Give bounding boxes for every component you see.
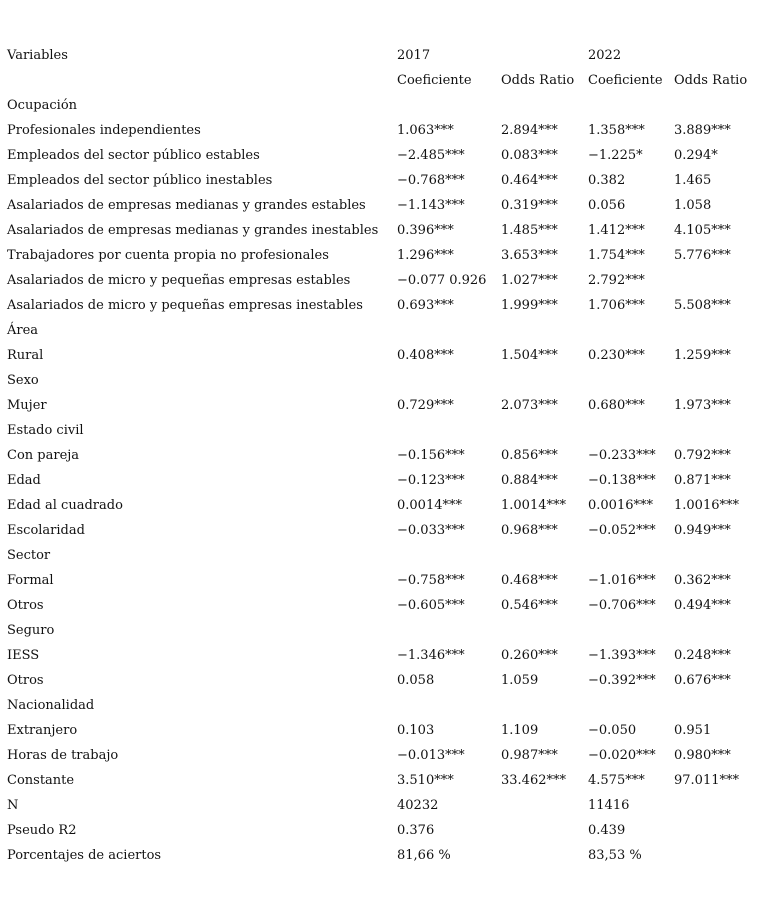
table-cell: 0.439 bbox=[588, 823, 626, 838]
table-row bbox=[0, 643, 769, 668]
table-row bbox=[0, 268, 769, 293]
row-label: Otros bbox=[7, 598, 44, 613]
row-label: IESS bbox=[7, 648, 40, 663]
table-cell: Coeficiente bbox=[588, 73, 663, 88]
table-cell: −0.605*** bbox=[397, 598, 465, 613]
row-label: Rural bbox=[7, 348, 44, 363]
table-row bbox=[0, 743, 769, 768]
table-cell: 3.653*** bbox=[501, 248, 558, 263]
table-cell: 2022 bbox=[588, 48, 622, 63]
table-cell bbox=[501, 418, 588, 443]
row-label bbox=[0, 68, 397, 93]
table-cell: −1.393*** bbox=[588, 648, 656, 663]
table-cell: 0.248*** bbox=[674, 648, 731, 663]
table-cell: 0.680*** bbox=[588, 398, 645, 413]
table-cell: 4.575*** bbox=[588, 773, 645, 788]
row-label: Constante bbox=[7, 773, 75, 788]
table-row bbox=[0, 318, 769, 343]
row-label: Con pareja bbox=[7, 448, 80, 463]
table-cell: 1.706*** bbox=[588, 298, 645, 313]
row-label: Porcentajes de aciertos bbox=[7, 848, 162, 863]
table-cell: 0.464*** bbox=[501, 173, 558, 188]
table-cell: −0.123*** bbox=[397, 473, 465, 488]
table-cell: 2017 bbox=[397, 48, 431, 63]
regression-table bbox=[0, 43, 769, 868]
table-cell bbox=[588, 368, 674, 393]
table-cell bbox=[501, 543, 588, 568]
table-cell: 0.856*** bbox=[501, 448, 558, 463]
row-label: Sector bbox=[7, 548, 51, 563]
table-cell: 0.103 bbox=[397, 723, 435, 738]
table-cell: 2.792*** bbox=[588, 273, 645, 288]
table-body bbox=[0, 43, 769, 868]
table-cell: Coeficiente bbox=[397, 73, 472, 88]
table-cell: −0.392*** bbox=[588, 673, 656, 688]
table-cell: 0.693*** bbox=[397, 298, 454, 313]
header-year-row bbox=[0, 43, 769, 68]
row-label: Asalariados de micro y pequeñas empresas inestables bbox=[7, 298, 363, 313]
table-cell bbox=[588, 543, 674, 568]
table-cell bbox=[501, 693, 588, 718]
table-row bbox=[0, 468, 769, 493]
table-cell: 40232 bbox=[397, 798, 439, 813]
table-cell bbox=[674, 693, 769, 718]
table-row bbox=[0, 193, 769, 218]
table-cell: −0.013*** bbox=[397, 748, 465, 763]
table-cell: 1.109 bbox=[501, 723, 539, 738]
table-row bbox=[0, 218, 769, 243]
row-label: Escolaridad bbox=[7, 523, 85, 538]
row-label: Pseudo R2 bbox=[7, 823, 77, 838]
table-cell: 0.951 bbox=[674, 723, 712, 738]
table-cell bbox=[588, 418, 674, 443]
table-row bbox=[0, 293, 769, 318]
table-cell: 0.396*** bbox=[397, 223, 454, 238]
table-cell: −0.050 bbox=[588, 723, 637, 738]
table-cell: 0.949*** bbox=[674, 523, 731, 538]
table-cell: −0.768*** bbox=[397, 173, 465, 188]
header-sub-row bbox=[0, 68, 769, 93]
table-row bbox=[0, 243, 769, 268]
table-row bbox=[0, 93, 769, 118]
table-cell: 1.412*** bbox=[588, 223, 645, 238]
table-row bbox=[0, 693, 769, 718]
table-cell bbox=[501, 818, 588, 843]
table-row bbox=[0, 843, 769, 868]
table-cell: 0.676*** bbox=[674, 673, 731, 688]
table-cell bbox=[501, 318, 588, 343]
table-row bbox=[0, 393, 769, 418]
table-row bbox=[0, 368, 769, 393]
table-cell: 0.319*** bbox=[501, 198, 558, 213]
table-cell: 0.546*** bbox=[501, 598, 558, 613]
row-label: Área bbox=[7, 323, 39, 338]
row-label: Extranjero bbox=[7, 723, 78, 738]
table-cell: −1.346*** bbox=[397, 648, 465, 663]
table-cell bbox=[397, 418, 501, 443]
table-cell: −0.233*** bbox=[588, 448, 656, 463]
table-cell: 0.056 bbox=[588, 198, 626, 213]
table-cell: 0.260*** bbox=[501, 648, 558, 663]
table-row bbox=[0, 618, 769, 643]
table-cell bbox=[674, 43, 769, 68]
row-label: Sexo bbox=[7, 373, 39, 388]
table-row bbox=[0, 818, 769, 843]
table-cell: −0.020*** bbox=[588, 748, 656, 763]
table-row bbox=[0, 518, 769, 543]
table-row bbox=[0, 768, 769, 793]
table-cell: −0.156*** bbox=[397, 448, 465, 463]
table-cell bbox=[501, 793, 588, 818]
table-cell: −0.138*** bbox=[588, 473, 656, 488]
table-cell: 0.871*** bbox=[674, 473, 731, 488]
table-cell bbox=[674, 843, 769, 868]
row-label: Otros bbox=[7, 673, 44, 688]
row-label: Empleados del sector público estables bbox=[7, 148, 260, 163]
table-cell: 1.973*** bbox=[674, 398, 731, 413]
table-cell: 1.485*** bbox=[501, 223, 558, 238]
table-cell bbox=[501, 618, 588, 643]
table-cell bbox=[674, 368, 769, 393]
table-cell: 0.362*** bbox=[674, 573, 731, 588]
table-cell: 1.465 bbox=[674, 173, 712, 188]
table-row bbox=[0, 793, 769, 818]
row-label: Seguro bbox=[7, 623, 55, 638]
table-cell: 0.884*** bbox=[501, 473, 558, 488]
table-cell bbox=[674, 318, 769, 343]
table-cell: 81,66 % bbox=[397, 848, 451, 863]
table-cell: 1.063*** bbox=[397, 123, 454, 138]
table-cell: 3.510*** bbox=[397, 773, 454, 788]
table-cell bbox=[397, 693, 501, 718]
table-cell: −1.016*** bbox=[588, 573, 656, 588]
table-cell: −0.052*** bbox=[588, 523, 656, 538]
table-cell: 1.358*** bbox=[588, 123, 645, 138]
table-cell: −1.143*** bbox=[397, 198, 465, 213]
row-label: Asalariados de empresas medianas y grandes inestables bbox=[7, 223, 379, 238]
table-cell: 1.296*** bbox=[397, 248, 454, 263]
table-row bbox=[0, 568, 769, 593]
table-cell bbox=[674, 818, 769, 843]
table-cell: 0.987*** bbox=[501, 748, 558, 763]
table-cell: 0.230*** bbox=[588, 348, 645, 363]
table-cell: 1.027*** bbox=[501, 273, 558, 288]
table-cell: 0.494*** bbox=[674, 598, 731, 613]
table-cell: 97.011*** bbox=[674, 773, 739, 788]
table-cell: Odds Ratio bbox=[501, 73, 575, 88]
table-cell: −0.758*** bbox=[397, 573, 465, 588]
row-label: Asalariados de empresas medianas y grandes estables bbox=[7, 198, 366, 213]
table-cell bbox=[397, 543, 501, 568]
table-cell bbox=[588, 618, 674, 643]
table-cell bbox=[588, 693, 674, 718]
table-cell bbox=[397, 368, 501, 393]
table-cell: 5.508*** bbox=[674, 298, 731, 313]
table-cell bbox=[588, 93, 674, 118]
table-cell: 0.0014*** bbox=[397, 498, 462, 513]
table-cell bbox=[588, 318, 674, 343]
table-cell bbox=[397, 318, 501, 343]
row-label: Edad al cuadrado bbox=[7, 498, 123, 513]
row-label: Empleados del sector público inestables bbox=[7, 173, 273, 188]
table-row bbox=[0, 493, 769, 518]
table-cell: 1.059 bbox=[501, 673, 539, 688]
row-label: Horas de trabajo bbox=[7, 748, 119, 763]
table-cell: 0.968*** bbox=[501, 523, 558, 538]
table-cell: 0.376 bbox=[397, 823, 435, 838]
table-cell: 1.259*** bbox=[674, 348, 731, 363]
table-cell bbox=[674, 418, 769, 443]
table-cell: 0.058 bbox=[397, 673, 435, 688]
table-cell: 33.462*** bbox=[501, 773, 566, 788]
table-cell bbox=[674, 793, 769, 818]
table-cell: −0.033*** bbox=[397, 523, 465, 538]
row-label: Edad bbox=[7, 473, 41, 488]
table-row bbox=[0, 118, 769, 143]
table-cell: −0.077 0.926 bbox=[397, 273, 487, 288]
table-cell: 0.729*** bbox=[397, 398, 454, 413]
table-cell bbox=[397, 93, 501, 118]
table-cell: 0.408*** bbox=[397, 348, 454, 363]
table-cell: 1.504*** bbox=[501, 348, 558, 363]
table-row bbox=[0, 668, 769, 693]
table-cell: −0.706*** bbox=[588, 598, 656, 613]
table-cell: −1.225* bbox=[588, 148, 643, 163]
row-label: Trabajadores por cuenta propia no profesionales bbox=[7, 248, 329, 263]
table-cell: −2.485*** bbox=[397, 148, 465, 163]
row-label: Variables bbox=[7, 48, 68, 63]
row-label: Ocupación bbox=[7, 98, 78, 113]
table-row bbox=[0, 343, 769, 368]
table-cell bbox=[674, 543, 769, 568]
table-cell: 0.980*** bbox=[674, 748, 731, 763]
row-label: Formal bbox=[7, 573, 54, 588]
table-row bbox=[0, 718, 769, 743]
row-label: Estado civil bbox=[7, 423, 84, 438]
table-cell: 2.073*** bbox=[501, 398, 558, 413]
table-cell: 4.105*** bbox=[674, 223, 731, 238]
table-cell: 1.999*** bbox=[501, 298, 558, 313]
row-label: Profesionales independientes bbox=[7, 123, 201, 138]
table-cell bbox=[501, 368, 588, 393]
table-cell: 83,53 % bbox=[588, 848, 642, 863]
table-cell bbox=[501, 93, 588, 118]
table-cell bbox=[397, 618, 501, 643]
table-cell: Odds Ratio bbox=[674, 73, 748, 88]
table-cell: 0.382 bbox=[588, 173, 626, 188]
table-row bbox=[0, 593, 769, 618]
table-cell bbox=[674, 268, 769, 293]
table-cell bbox=[501, 843, 588, 868]
table-row bbox=[0, 543, 769, 568]
table-row bbox=[0, 443, 769, 468]
table-row bbox=[0, 168, 769, 193]
table-cell: 0.0016*** bbox=[588, 498, 653, 513]
row-label: N bbox=[7, 798, 19, 813]
table-cell: 0.294* bbox=[674, 148, 718, 163]
table-cell: 0.083*** bbox=[501, 148, 558, 163]
table-cell: 1.058 bbox=[674, 198, 712, 213]
table-cell: 1.0016*** bbox=[674, 498, 739, 513]
table-cell: 1.0014*** bbox=[501, 498, 566, 513]
table-row bbox=[0, 143, 769, 168]
row-label: Mujer bbox=[7, 398, 47, 413]
table-cell: 11416 bbox=[588, 798, 630, 813]
table-cell: 0.792*** bbox=[674, 448, 731, 463]
table-cell: 0.468*** bbox=[501, 573, 558, 588]
row-label: Asalariados de micro y pequeñas empresas estables bbox=[7, 273, 351, 288]
table-cell bbox=[674, 93, 769, 118]
table-cell: 1.754*** bbox=[588, 248, 645, 263]
table-row bbox=[0, 418, 769, 443]
table-cell: 3.889*** bbox=[674, 123, 731, 138]
table-cell: 5.776*** bbox=[674, 248, 731, 263]
table-cell bbox=[674, 618, 769, 643]
table-cell: 2.894*** bbox=[501, 123, 558, 138]
row-label: Nacionalidad bbox=[7, 698, 95, 713]
table-cell bbox=[501, 43, 588, 68]
